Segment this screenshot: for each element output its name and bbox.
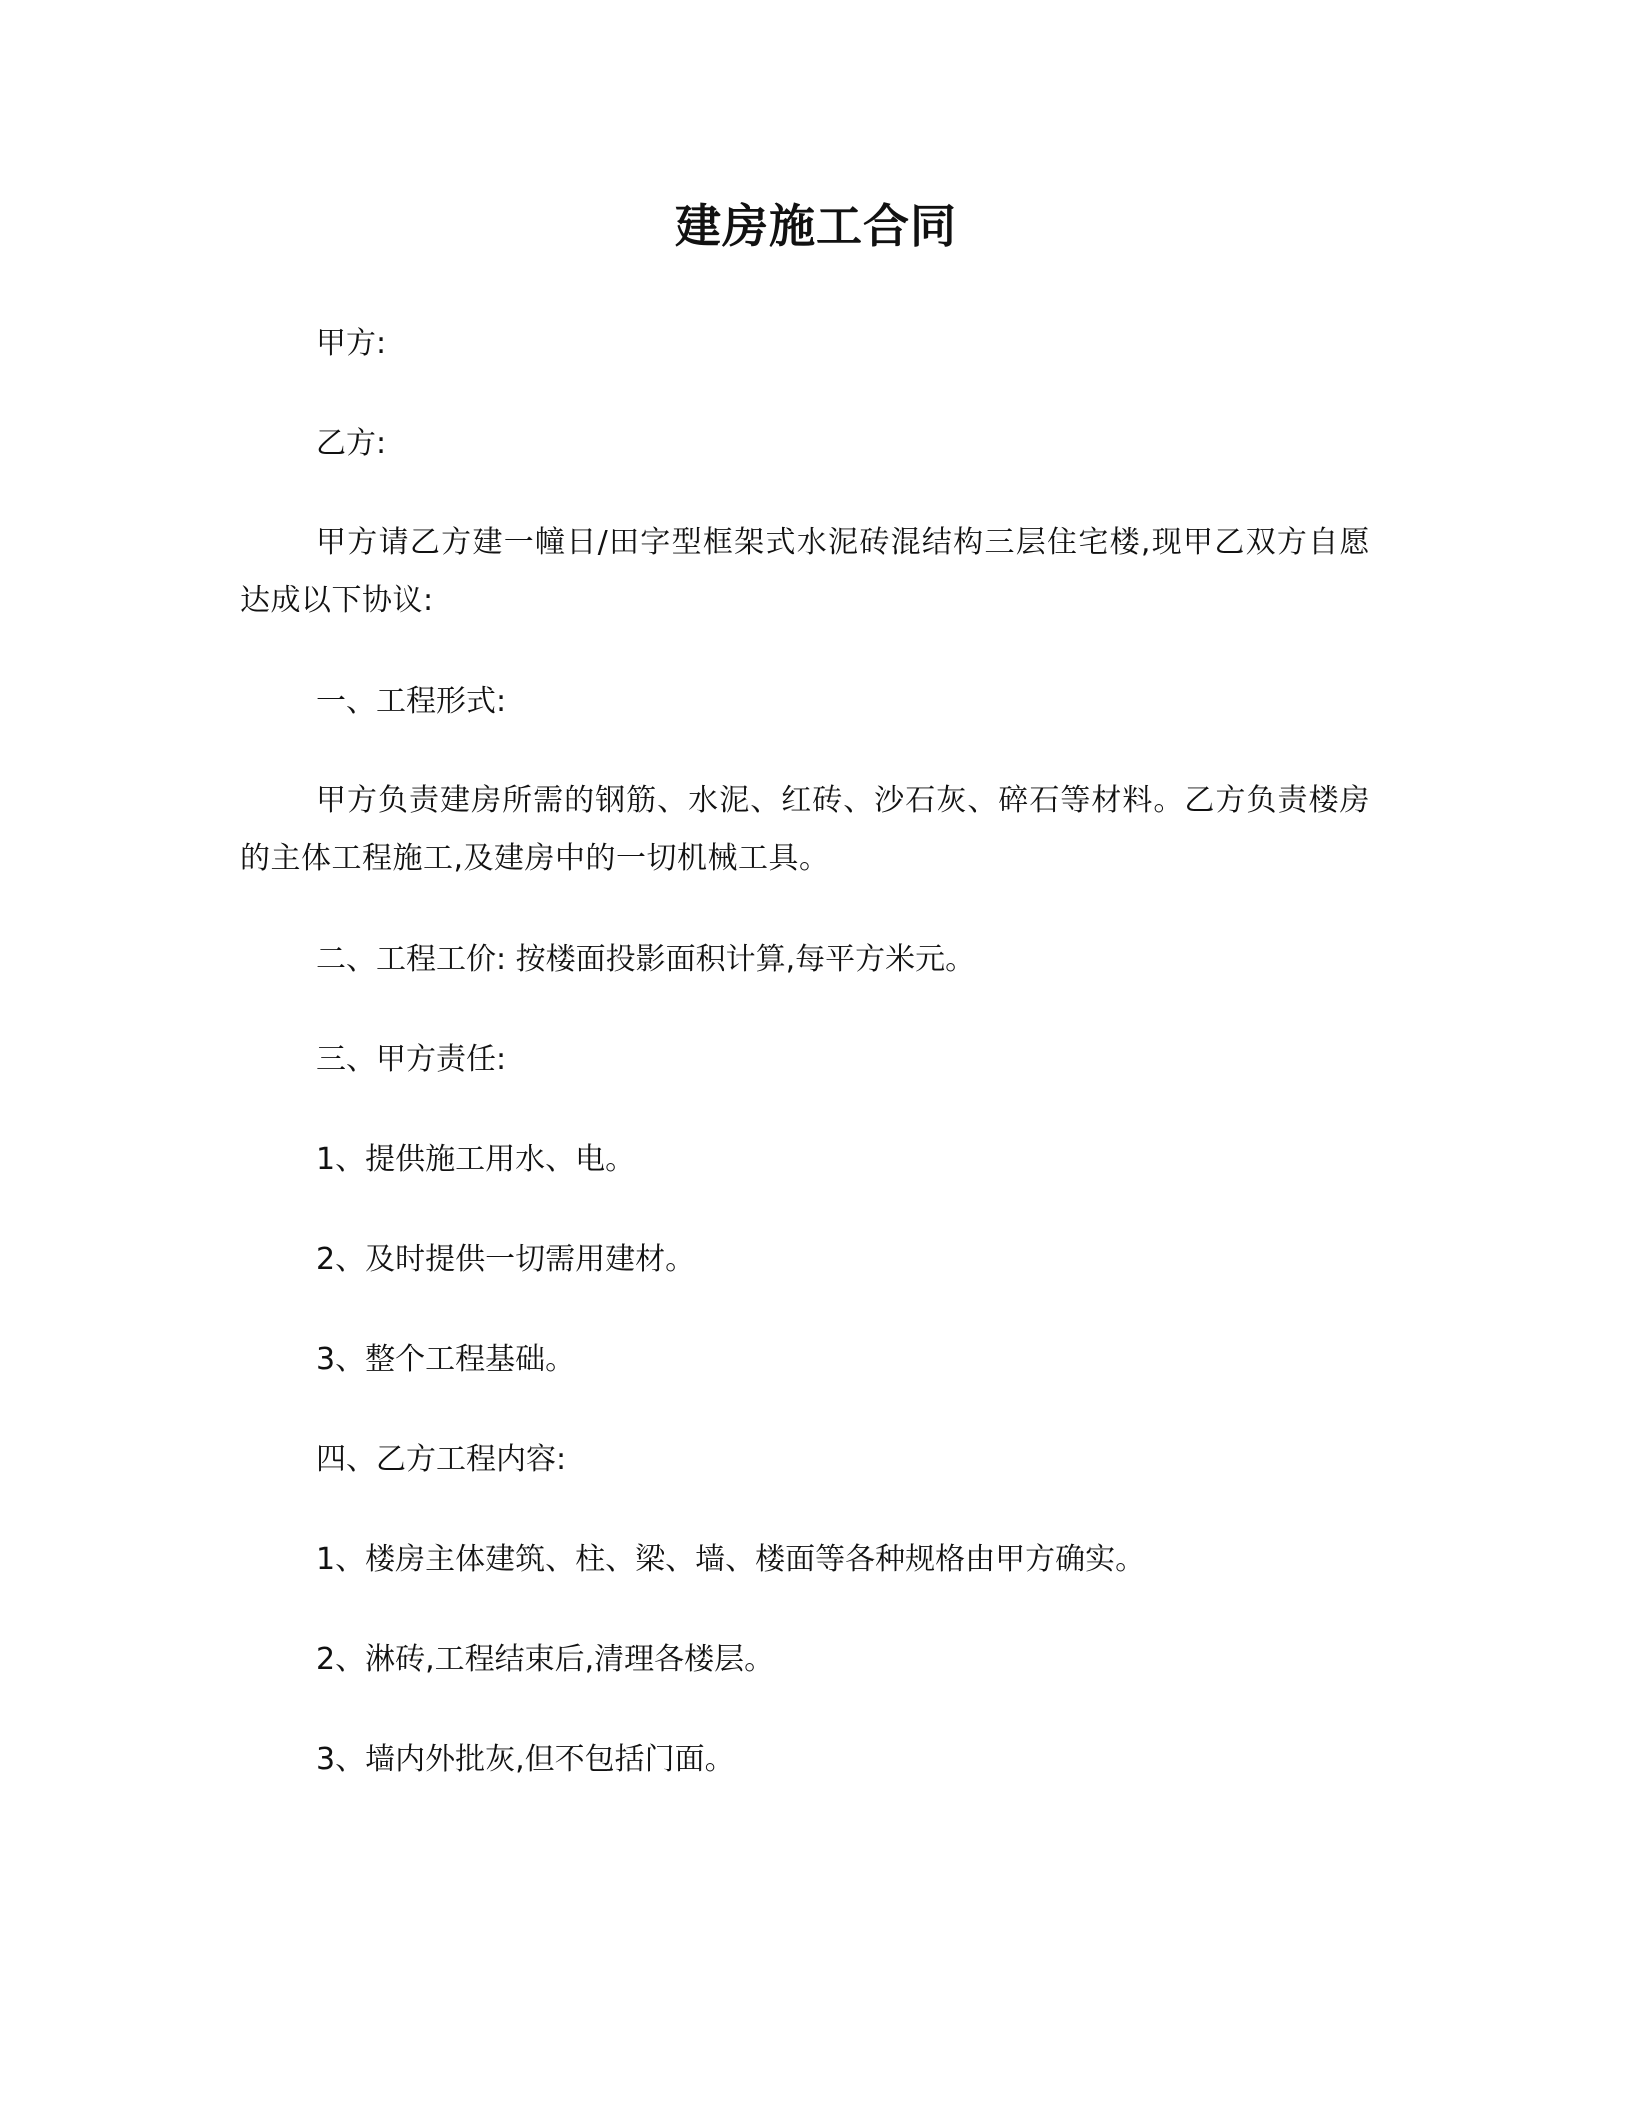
section1-body: 甲方负责建房所需的钢筋、水泥、红砖、沙石灰、碎石等材料。乙方负责楼房的主体工程施工,及建房中的一切机械工具。 <box>240 783 1370 876</box>
party-a-label: 甲方: <box>316 326 387 361</box>
section3-heading: 三、甲方责任: <box>316 1042 507 1077</box>
section1-heading: 一、工程形式: <box>316 684 507 719</box>
section4-heading: 四、乙方工程内容: <box>316 1442 567 1477</box>
section3-item: 2、及时提供一切需用建材。 <box>316 1242 696 1277</box>
intro-paragraph: 甲方请乙方建一幢日/田字型框架式水泥砖混结构三层住宅楼,现甲乙双方自愿达成以下协议: <box>240 525 1370 618</box>
document-title: 建房施工合同 <box>675 199 957 253</box>
section2-line: 二、工程工价: 按楼面投影面积计算,每平方米元。 <box>316 942 976 977</box>
section4-item: 3、墙内外批灰,但不包括门面。 <box>316 1742 735 1777</box>
section3-item: 3、整个工程基础。 <box>316 1342 576 1377</box>
section4-item: 2、淋砖,工程结束后,清理各楼层。 <box>316 1642 775 1677</box>
section4-item: 1、楼房主体建筑、柱、梁、墙、楼面等各种规格由甲方确实。 <box>316 1542 1146 1577</box>
party-b-label: 乙方: <box>316 426 387 461</box>
section3-item: 1、提供施工用水、电。 <box>316 1142 636 1177</box>
